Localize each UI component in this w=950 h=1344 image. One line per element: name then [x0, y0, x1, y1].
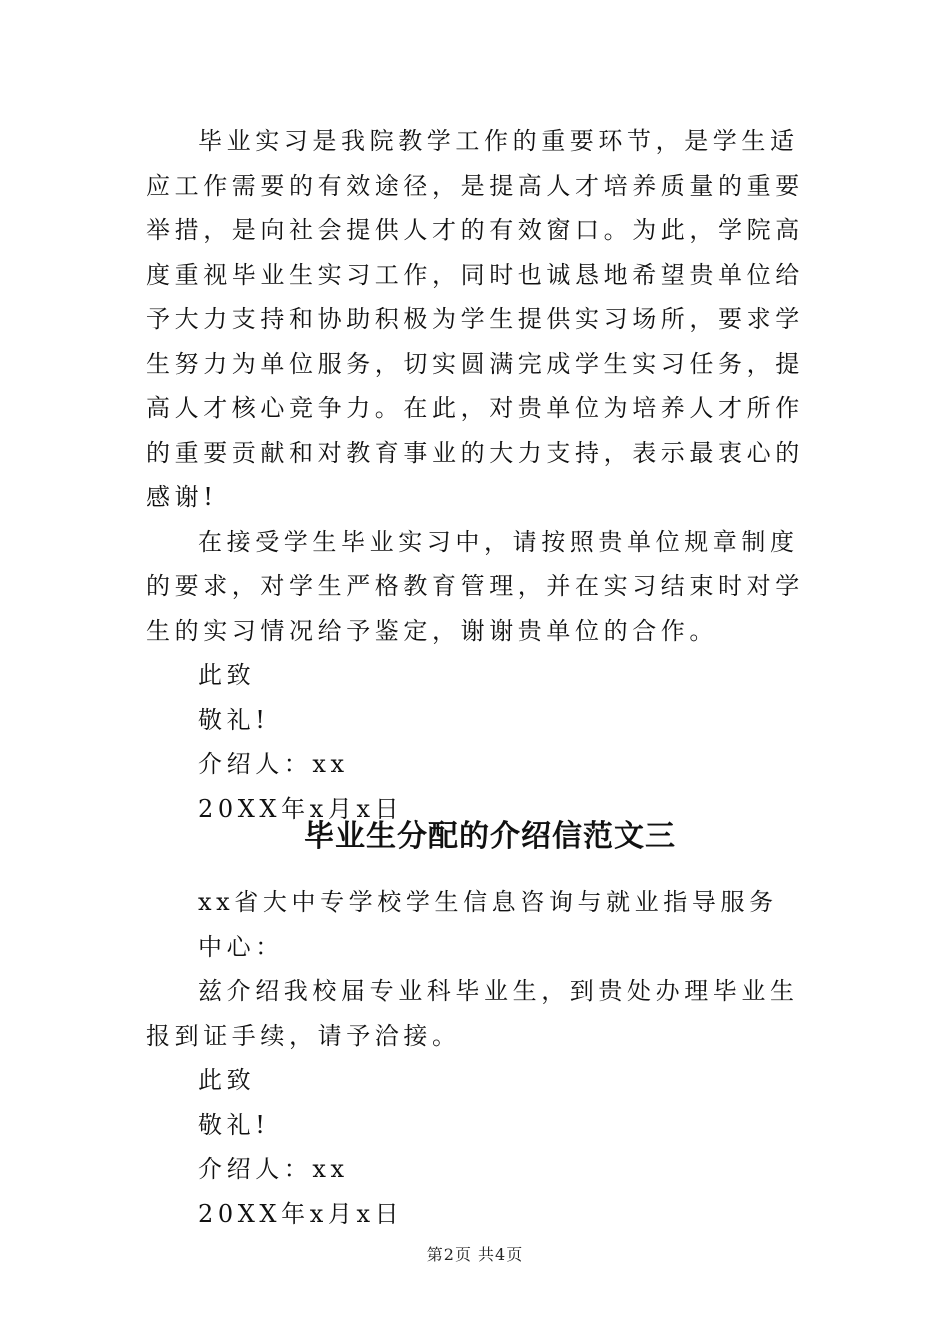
page-footer: 第2页 共4页	[426, 1245, 524, 1264]
date-text: 20XX年x月x日	[198, 794, 404, 823]
body-paragraph-3: 兹介绍我校届专业科毕业生，到贵处办理毕业生报到证手续，请予洽接。	[146, 977, 799, 1050]
body-paragraph-1: 毕业实习是我院教学工作的重要环节，是学生适应工作需要的有效途径，是提高人才培养质量的重要举措，是向社会提供人才的有效窗口。为此，学院高度重视毕业生实习工作，同时也诚恳地希望贵单位给予大力支持和协助积极为学生提供实习场所，要求学生努力为单位服务，切实圆满完成学生实习任务，提高人才核心竞争力。在此，对贵单位为培养人才所作的重要贡献和对教育事业的大力支持，表示最衷心的感谢!	[146, 127, 804, 511]
date-text-2: 20XX年x月x日	[198, 1199, 404, 1228]
letter-section-2	[146, 880, 806, 1236]
salute-text: 敬礼!	[198, 705, 270, 734]
closing-text-2: 此致	[198, 1066, 256, 1094]
salute-text-2: 敬礼!	[198, 1110, 270, 1139]
body-paragraph-2: 在接受学生毕业实习中，请按照贵单位规章制度的要求，对学生严格教育管理，并在实习结束时对学生的实习情况给予鉴定，谢谢贵单位的合作。	[146, 527, 804, 645]
closing-text: 此致	[198, 661, 256, 689]
letter-section-1	[146, 119, 806, 831]
document-title: 毕业生分配的介绍信范文三	[304, 819, 676, 854]
introducer-text: 介绍人：xx	[198, 750, 349, 778]
introducer-text-2: 介绍人：xx	[198, 1155, 349, 1183]
recipient-text: xx省大中专学校学生信息咨询与就业指导服务中心：	[198, 888, 778, 961]
